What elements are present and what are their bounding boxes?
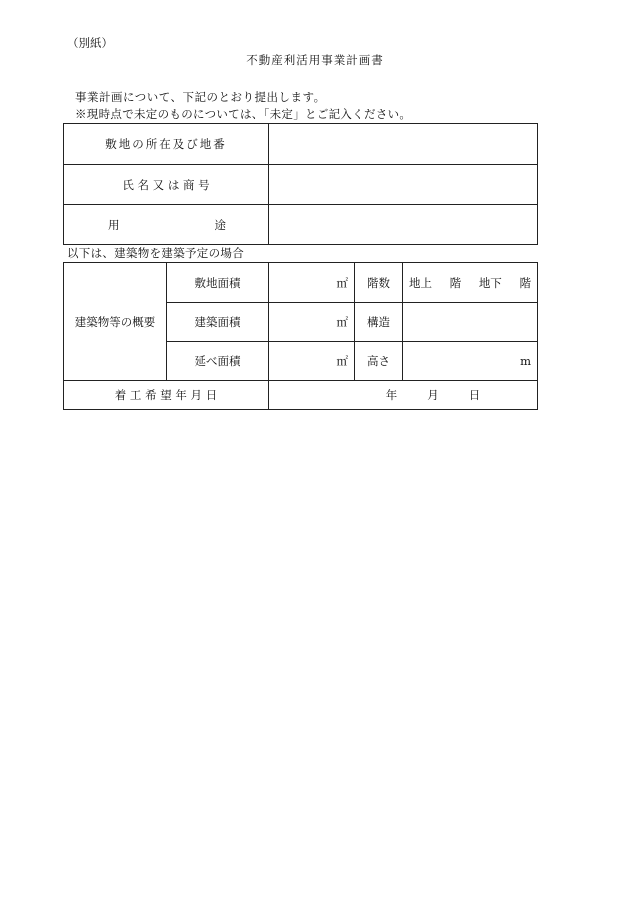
structure-field[interactable]: [403, 303, 538, 342]
applicant-info-table: [63, 123, 538, 245]
year-label: 年: [385, 388, 398, 402]
use-label-cell: [64, 205, 269, 245]
floors-above-label: 地上: [409, 275, 432, 290]
height-unit: m: [520, 354, 531, 368]
use-label-part1: 用: [108, 217, 120, 232]
day-label: 日: [468, 388, 481, 402]
structure-label: 構造: [355, 303, 403, 342]
site-location-field[interactable]: [269, 124, 538, 165]
annex-label: （別紙）: [67, 36, 113, 50]
intro-text-1: 事業計画について、下記のとおり提出します。: [75, 90, 326, 104]
total-floor-area-field[interactable]: [269, 342, 355, 381]
building-overview-table: [63, 262, 538, 410]
building-overview-label: 建築物等の概要: [64, 263, 167, 381]
site-location-row: [64, 124, 538, 165]
month-label: 月: [427, 388, 439, 402]
building-subheading: 以下は、建築物を建築予定の場合: [67, 246, 244, 260]
floors-label: 階数: [355, 263, 403, 303]
height-field[interactable]: [403, 342, 538, 381]
height-label: 高さ: [355, 342, 403, 381]
name-field[interactable]: [269, 165, 538, 205]
site-area-unit: ㎡: [336, 275, 348, 290]
site-area-row: [64, 263, 538, 303]
name-row: [64, 165, 538, 205]
name-label: 氏 名 又 は 商 号: [64, 165, 269, 205]
start-date-field[interactable]: [269, 381, 538, 410]
document-title: 不動産利活用事業計画書: [246, 53, 384, 67]
building-area-unit: ㎡: [336, 315, 348, 329]
floors-below-unit: 階: [519, 275, 531, 290]
floors-below-label: 地下: [478, 275, 502, 290]
use-row: [64, 205, 538, 245]
use-field[interactable]: [269, 205, 538, 245]
use-label-part2: 途: [214, 217, 226, 232]
intro-text-2: ※現時点で未定のものについては、「未定」とご記入ください。: [75, 107, 412, 121]
floors-above-unit: 階: [449, 275, 462, 290]
total-floor-area-unit: ㎡: [336, 354, 348, 368]
total-floor-area-label: 延べ面積: [167, 342, 269, 381]
floors-field[interactable]: [403, 263, 538, 303]
start-date-label: 着 工 希 望 年 月 日: [64, 381, 269, 410]
site-area-label: 敷地面積: [167, 263, 269, 303]
site-area-field[interactable]: [269, 263, 355, 303]
building-area-label: 建築面積: [167, 303, 269, 342]
building-area-field[interactable]: [269, 303, 355, 342]
site-location-label: 敷地の所在及び地番: [64, 124, 269, 165]
start-date-row: [64, 381, 538, 410]
